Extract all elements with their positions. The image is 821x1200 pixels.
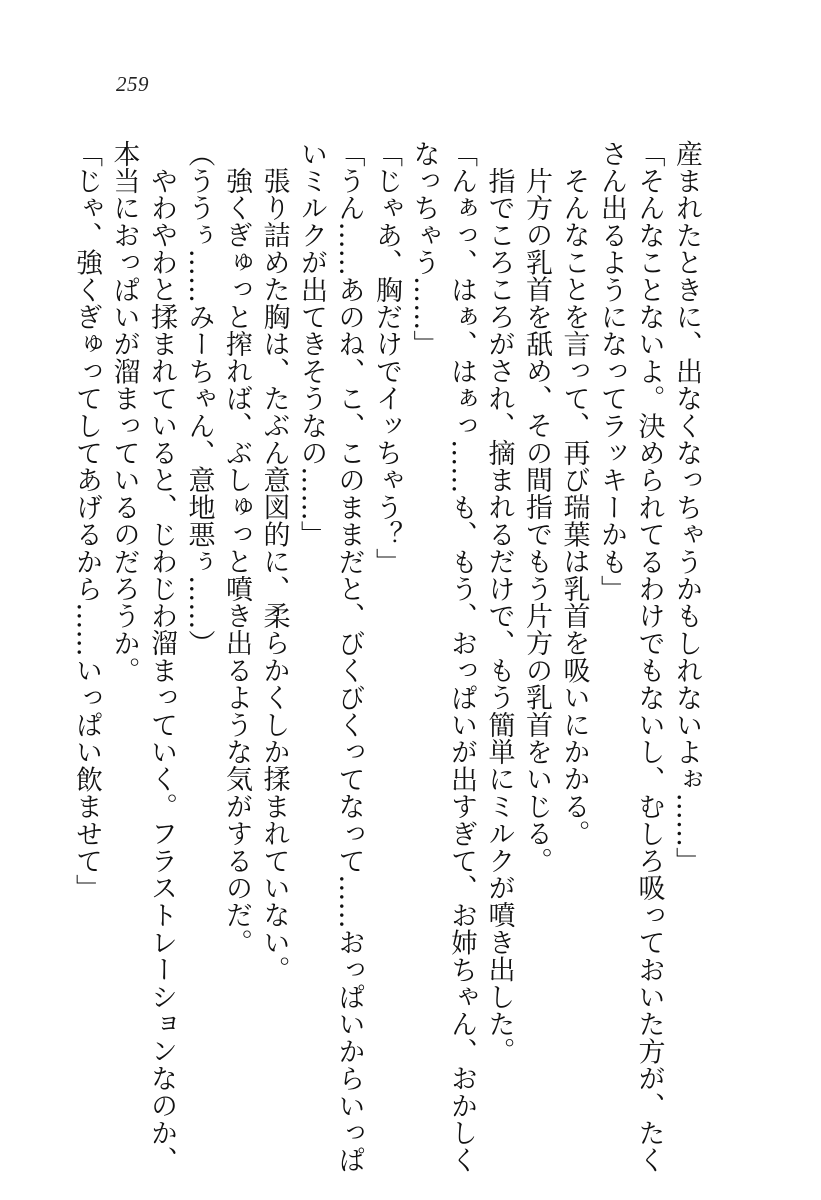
- page-number: 259: [116, 72, 149, 96]
- text-line: 張り詰めた胸は、たぶん意図的に、柔らかくしか揉まれていない。: [258, 167, 290, 983]
- text-line: 「うん……あのね、こ、このままだと、びくびくってなって……おっぱいからいっぱ: [333, 140, 365, 1174]
- text-line: （ううぅ……みーちゃん、意地悪ぅ……）: [183, 140, 215, 657]
- text-line: なっちゃう……」: [408, 140, 440, 358]
- text-line: いミルクが出てきそうなの……」: [296, 140, 327, 548]
- text-line: 指でころころがされ、摘まれるだけで、もう簡単にミルクが噴き出した。: [483, 167, 515, 1065]
- text-line: やわやわと揉まれていると、じわじわ溜まっていく。フラストレーションなのか、: [146, 167, 177, 1174]
- text-line: 片方の乳首を舐め、その間指でもう片方の乳首をいじる。: [521, 167, 552, 875]
- text-line: 本当におっぱいが溜まっているのだろうか。: [108, 140, 140, 684]
- text-line: さん出るようになってラッキーかも」: [596, 140, 627, 603]
- text-line: 「じゃあ、胸だけでイッちゃう？」: [371, 140, 402, 576]
- body-text: [71, 140, 705, 1174]
- text-line: 産まれたときに、出なくなっちゃうかもしれないよぉ……」: [671, 140, 702, 875]
- text-line: そんなことを言って、再び瑞葉は乳首を吸いにかかる。: [558, 167, 590, 847]
- text-line: 強くぎゅっと搾れば、ぶしゅっと噴き出るような気がするのだ。: [221, 167, 252, 956]
- text-line: 「じゃ、強くぎゅってしてあげるから……いっぱい飲ませて」: [71, 140, 102, 902]
- text-line: 「んぁっ、はぁ、はぁっ……も、もう、おっぱいが出すぎて、お姉ちゃん、おかしく: [446, 140, 477, 1174]
- text-line: 「そんなことないよ。決められてるわけでもないし、むしろ吸っておいた方が、たく: [633, 140, 665, 1174]
